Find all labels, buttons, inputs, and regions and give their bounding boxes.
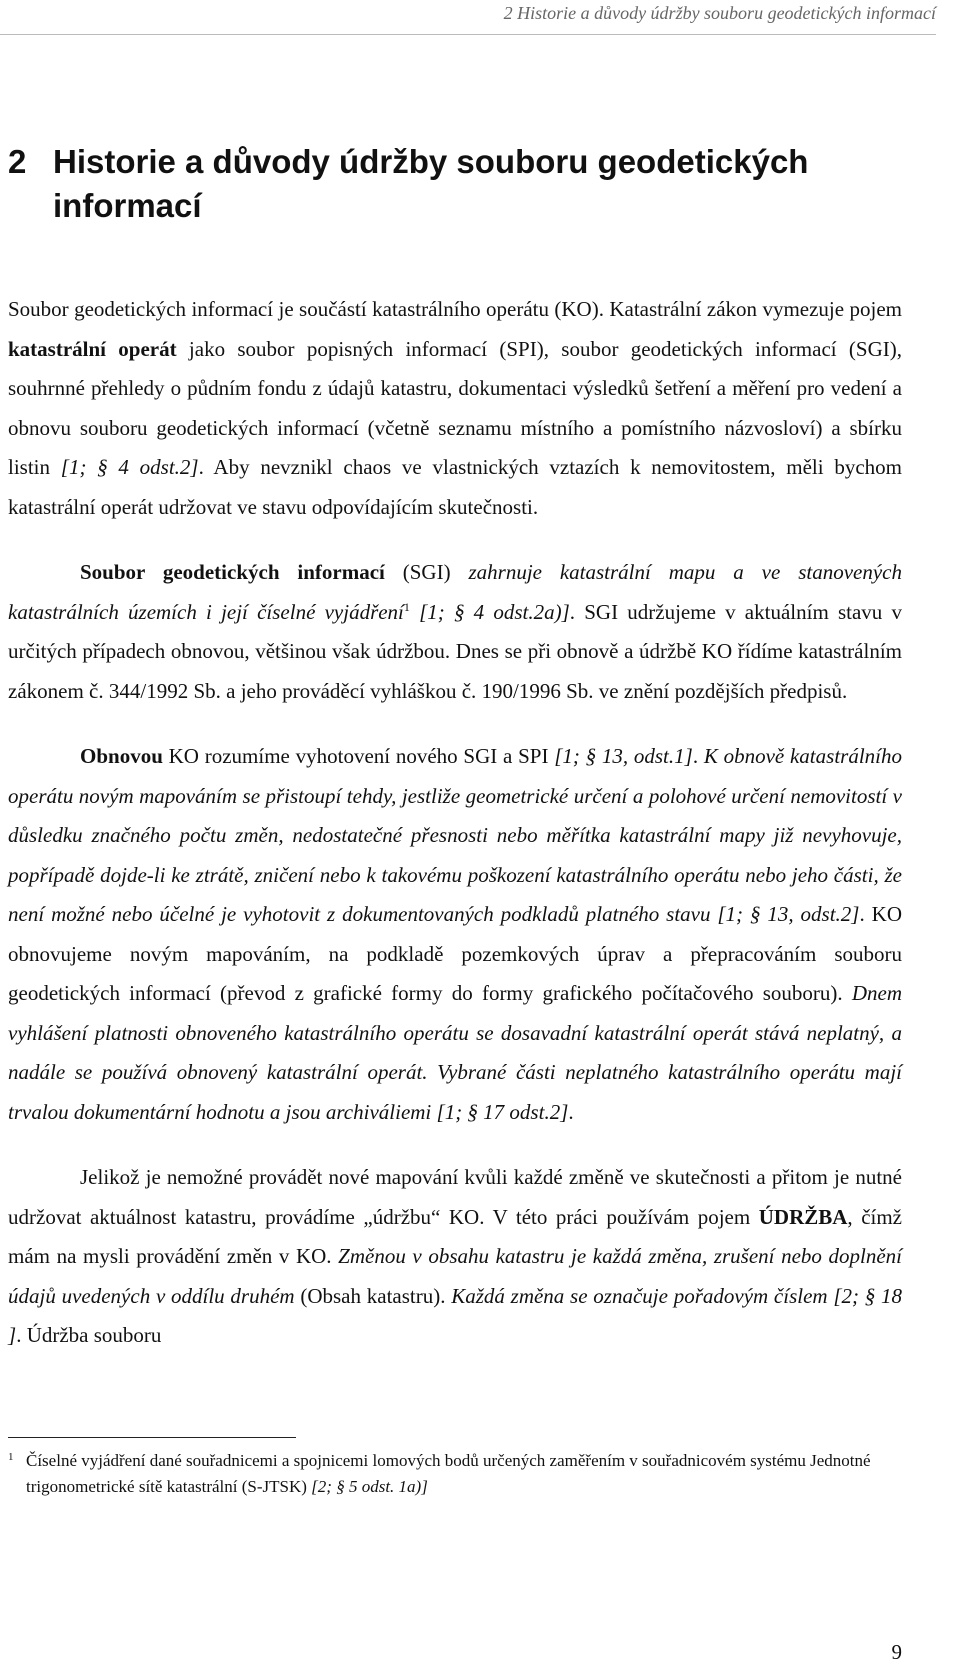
footnote-reference: [2; § 5 odst. 1a)] (311, 1477, 428, 1496)
chapter-title (8, 140, 908, 228)
p2-reference: [1; § 4 odst.2a)] (409, 599, 570, 624)
p4-italic-1: Změnou v obsahu katastru je každá změna, zrušení nebo doplnění údajů uvedených v oddílu druhém (8, 1244, 902, 1308)
p4-text-4: . Údržba souboru (16, 1323, 162, 1347)
p4-text-3: (Obsah katastru). (294, 1283, 452, 1308)
p3-text-4: . (568, 1099, 574, 1124)
p3-italic-2: Dnem vyhlášení platnosti obnoveného katastrálního operátu se dosavadní katastrální operát stává neplatný, a nadále se používá obnovený katastrální operát. Vybrané části neplatného katastrálního operátu mají trvalou dokumentární hodnotu a jsou archiválie (8, 981, 902, 1124)
p2-text-1: (SGI) (384, 560, 469, 584)
page-number: 9 (891, 1640, 902, 1664)
p3-text-2: . (692, 744, 704, 768)
paragraph-2 (8, 553, 902, 711)
footnote-ref-mark[interactable]: 1 (403, 599, 410, 614)
p4-bold-term: ÚDRŽBA (758, 1204, 848, 1229)
footnote-body (26, 1448, 902, 1500)
footnote-text: Číselné vyjádření dané souřadnicemi a spojnicemi lomových bodů určených zaměřením v souřadnicovém systému Jednotné trigonometrické sítě katastrální (S-JTSK) (26, 1451, 871, 1496)
p4-italic-2: Každá změna se označuje pořadovým číslem [2; § 18 ] (8, 1283, 902, 1347)
p1-text-1: Soubor geodetických informací je součástí katastrálního operátu (KO). Katastrální zákon vymezuje pojem (8, 297, 902, 321)
p3-reference-1: [1; § 13, odst.1] (554, 744, 693, 768)
p2-text-2: . SGI udržujeme v aktuálním stavu v určitých případech obnovou, většinou však údržbou. Dnes se při obnově a údržbě KO řídíme katastrálním zákonem č. 344/1992 Sb. a jeho prováděcí vyhláškou č. 190/1996 Sb. ve znění pozdějších předpisů. (8, 599, 903, 703)
p1-reference: [1; § 4 odst.2] (60, 455, 199, 479)
p1-text-3: . Aby nevznikl chaos ve vlastnických vztazích k nemovitostem, měli bychom katastrální operát udržovat ve stavu odpovídajícím skutečnosti. (8, 455, 903, 519)
p3-text-1: KO rozumíme vyhotovení nového SGI a SPI (162, 744, 555, 768)
p3-reference-2: mi [1; § 17 odst.2] (410, 1099, 569, 1124)
chapter-title-text: Historie a důvody údržby souboru geodetických informací (53, 143, 809, 224)
p4-text-2: , čímž mám na mysli provádění změn v KO. (8, 1204, 903, 1268)
p3-bold-term: Obnovou (80, 744, 163, 768)
p1-text-2: jako soubor popisných informací (SPI), soubor geodetických informací (SGI), souhrnné přehledy o půdním fondu z údajů katastru, dokumentaci výsledků šetření a měření pro vedení a obnovu souboru geodetických informací (včetně seznamu místního a pomístního názvosloví) a sbírku listin (8, 336, 902, 479)
footnote-separator (8, 1437, 296, 1438)
p3-text-3: . KO obnovujeme novým mapováním, na podkladě pozemkových úprav a přepracováním souboru geodetických informací (převod z grafické formy do formy grafického počítačového souboru). (8, 902, 902, 1005)
p2-italic-1: zahrnuje katastrální mapu a ve stanovených katastrálních územích i její číselné vyjádření (8, 560, 902, 624)
p2-bold-term: Soubor geodetických informací (80, 560, 385, 584)
p1-bold-term: katastrální operát (8, 336, 177, 361)
paragraph-3 (8, 737, 902, 1132)
body-text (8, 290, 902, 1382)
footnote-mark: 1 (8, 1451, 14, 1463)
p3-italic-1: K obnově katastrálního operátu novým mapováním se přistoupí tehdy, jestliže geometrické určení a polohové určení nemovitostí v důsledku značného počtu změn, nedostatečné přesnosti nebo měřítka katastrální mapy již nevyhovuje, popřípadě dojde-li ke ztrátě, zničení nebo k takovému poškození katastrálního operátu nebo jeho části, že není možné nebo účelné je vyhotovit z dokumentovaných podkladů platného stavu [1; § 13, odst.2] (8, 744, 902, 926)
paragraph-1 (8, 290, 902, 527)
footnote (8, 1448, 902, 1500)
paragraph-4 (8, 1158, 902, 1356)
running-header-title: 2 Historie a důvody údržby souboru geodetických informací (503, 3, 936, 23)
chapter-number: 2 (8, 143, 27, 180)
p4-text-1: Jelikož je nemožné provádět nové mapování kvůli každé změně ve skutečnosti a přitom je nutné udržovat aktuálnost katastru, provádíme „údržbu“ KO. V této práci používám pojem (8, 1165, 902, 1229)
running-header (0, 0, 936, 35)
